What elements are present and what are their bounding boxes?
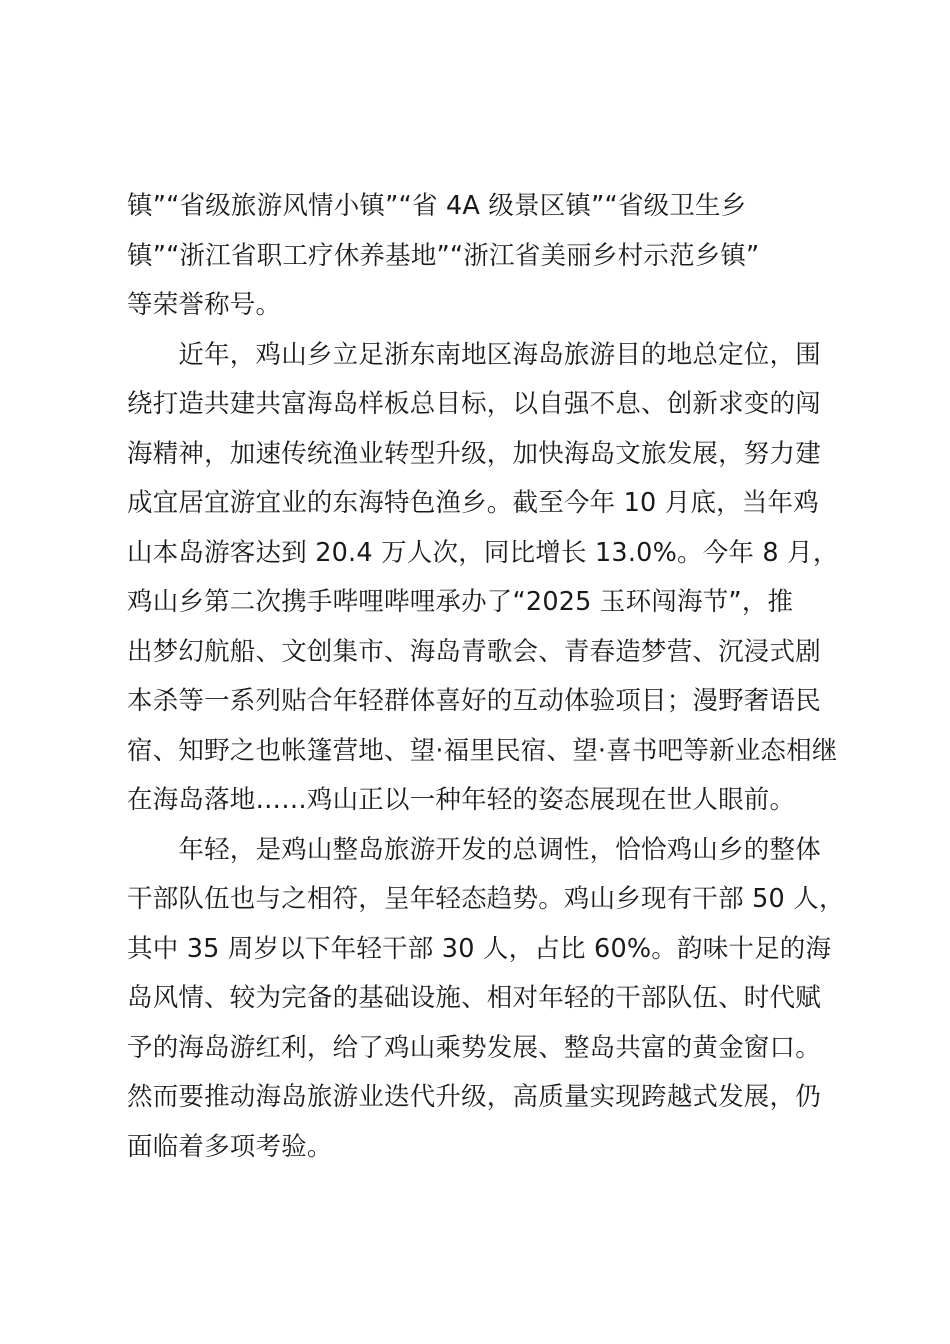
text-line: 绕打造共建共富海岛样板总目标，以自强不息、创新求变的闯 [127, 389, 821, 419]
text-line: 镇”“省级旅游风情小镇”“省 4A 级景区镇”“省级卫生乡 [127, 191, 747, 221]
text-line: 等荣誉称号。 [127, 290, 282, 320]
body-text [127, 182, 845, 1172]
text-line: 宿、知野之也帐篷营地、望·福里民宿、望·喜书吧等新业态相继 [127, 735, 838, 766]
text-line: 年轻，是鸡山整岛旅游开发的总调性，恰恰鸡山乡的整体 [127, 834, 821, 865]
text-line: 在海岛落地……鸡山正以一种年轻的姿态展现在世人眼前。 [127, 785, 796, 815]
text-line: 山本岛游客达到 20.4 万人次，同比增长 13.0%。今年 8 月， [127, 537, 839, 568]
text-line: 鸡山乡第二次携手哔哩哔哩承办了“2025 玉环闯海节”，推 [127, 587, 794, 617]
text-line: 本杀等一系列贴合年轻群体喜好的互动体验项目；漫野奢语民 [127, 686, 821, 716]
text-line: 成宜居宜游宜业的东海特色渔乡。截至今年 10 月底，当年鸡 [127, 488, 819, 518]
text-line: 予的海岛游红利，给了鸡山乘势发展、整岛共富的黄金窗口。 [127, 1032, 821, 1063]
text-line: 出梦幻航船、文创集市、海岛青歌会、青春造梦营、沉浸式剧 [127, 636, 821, 667]
text-line: 海精神，加速传统渔业转型升级，加快海岛文旅发展，努力建 [127, 438, 821, 469]
text-line: 干部队伍也与之相符，呈年轻态趋势。鸡山乡现有干部 50 人， [127, 884, 845, 914]
text-line: 镇”“浙江省职工疗休养基地”“浙江省美丽乡村示范乡镇” [127, 240, 760, 271]
text-line: 其中 35 周岁以下年轻干部 30 人，占比 60%。韵味十足的海 [127, 933, 832, 964]
text-line: 然而要推动海岛旅游业迭代升级，高质量实现跨越式发展，仍 [127, 1082, 821, 1112]
text-line: 面临着多项考验。 [127, 1131, 333, 1162]
text-line: 岛风情、较为完备的基础设施、相对年轻的干部队伍、时代赋 [127, 983, 821, 1013]
text-line: 近年，鸡山乡立足浙东南地区海岛旅游目的地总定位，围 [127, 339, 821, 370]
